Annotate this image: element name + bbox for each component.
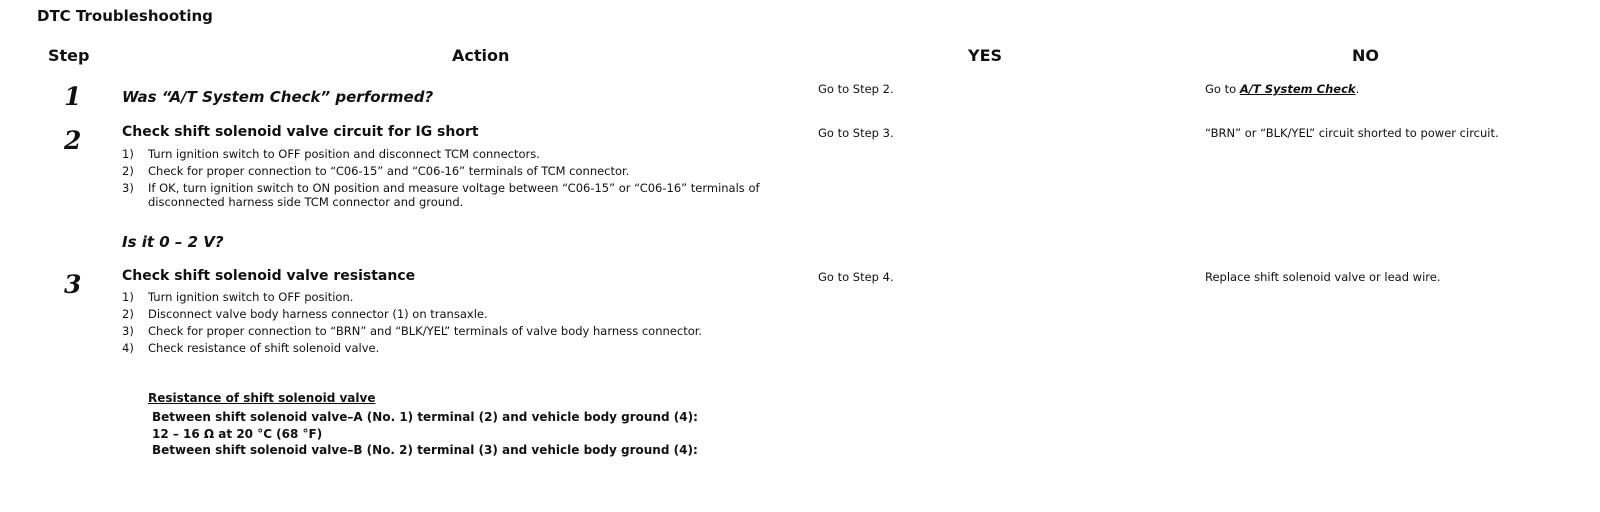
header-action: Action [452,46,510,65]
list-item: 3) If OK, turn ignition switch to ON position and measure voltage between “C06-15” or “C06-16” terminals of disconnected harness side TCM connector and ground. [122,181,760,209]
header-yes: YES [968,46,1003,65]
resistance-title: Resistance of shift solenoid valve [148,391,376,405]
step-number-3: 3 [64,270,82,299]
step-3-instructions [120,290,800,358]
list-item: 1) Turn ignition switch to OFF position and disconnect TCM connectors. [122,147,540,161]
resistance-line-1: Between shift solenoid valve–A (No. 1) terminal (2) and vehicle body ground (4): [152,410,698,424]
step-2-instructions [120,147,800,212]
page-title: DTC Troubleshooting [37,7,213,25]
resistance-value: 12 – 16 Ω at 20 °C (68 °F) [152,427,323,441]
step-2-question: Is it 0 – 2 V? [122,233,224,251]
step-2-heading: Check shift solenoid valve circuit for IG short [122,124,479,140]
step-number-2: 2 [64,126,82,155]
step-1-no-prefix: Go to [1205,82,1240,96]
step-2-yes-text: Go to Step 3. [818,126,894,140]
header-step: Step [48,46,90,65]
list-item: 3) Check for proper connection to “BRN” and “BLK/YEL” terminals of valve body harness connector. [122,324,703,338]
step-3-yes-text: Go to Step 4. [818,270,894,284]
resistance-line-2: Between shift solenoid valve–B (No. 2) terminal (3) and vehicle body ground (4): [152,443,698,457]
step-1-no-text [1205,82,1359,96]
step-3-heading: Check shift solenoid valve resistance [122,268,416,284]
step-1-question: Was “A/T System Check” performed? [122,88,434,106]
header-no: NO [1352,46,1379,65]
a-t-system-check-link[interactable]: A/T System Check [1239,82,1356,96]
step-3-no-text: Replace shift solenoid valve or lead wire. [1205,270,1441,284]
list-item: 2) Check for proper connection to “C06-15” and “C06-16” terminals of TCM connector. [122,164,630,178]
list-item: 4) Check resistance of shift solenoid valve. [122,341,380,355]
step-2-no-text: “BRN” or “BLK/YEL” circuit shorted to power circuit. [1205,126,1499,140]
step-number-1: 1 [64,82,82,111]
step-1-no-suffix: . [1355,82,1360,96]
list-item: 2) Disconnect valve body harness connector (1) on transaxle. [122,307,488,321]
step-1-yes-text: Go to Step 2. [818,82,894,96]
list-item: 1) Turn ignition switch to OFF position. [122,290,354,304]
